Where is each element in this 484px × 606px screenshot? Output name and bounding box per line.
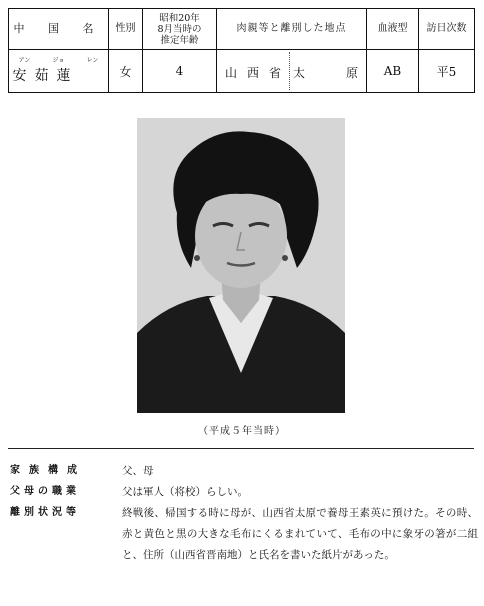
header-sex: 性別 xyxy=(109,9,143,50)
detail-label-separation: 離別状況等 xyxy=(10,507,80,518)
detail-label-family: 家族構成 xyxy=(10,465,86,476)
cell-separation-place xyxy=(217,50,367,93)
cell-chinese-name xyxy=(9,50,109,93)
detail-row-parents-occupation xyxy=(10,482,480,503)
ruby-2: ジョ xyxy=(52,56,65,64)
place-city-second-char: 原 xyxy=(345,66,358,80)
detail-value-parents-occupation: 父は軍人（将校）らしい。 xyxy=(122,486,248,498)
cell-blood-type: AB xyxy=(367,50,419,93)
place-city-first-char: 太 xyxy=(293,66,306,80)
header-chinese-name: 中 国 名 xyxy=(9,9,109,50)
cell-sex: 女 xyxy=(109,50,143,93)
cell-estimated-age: 4 xyxy=(143,50,217,93)
header-blood-type: 血液型 xyxy=(367,9,419,50)
detail-row-separation xyxy=(10,503,480,566)
detail-row-family xyxy=(10,461,480,482)
detail-value-family: 父、母 xyxy=(122,465,154,477)
ruby-3: レン xyxy=(86,56,99,64)
header-separation-place: 肉親等と離別した地点 xyxy=(217,9,367,50)
chinese-name-value: 安茹蓮 xyxy=(12,67,79,84)
cell-visit-count: 平5 xyxy=(419,50,475,93)
photo-caption: （平成５年当時） xyxy=(198,426,286,437)
details-section xyxy=(10,461,480,566)
ruby-1: アン xyxy=(18,56,31,64)
portrait-photo xyxy=(137,118,345,413)
header-age-line1: 昭和20年 xyxy=(159,12,200,24)
header-estimated-age xyxy=(143,9,217,50)
place-province: 山西省 xyxy=(225,66,292,80)
section-divider xyxy=(8,448,474,449)
place-divider xyxy=(289,52,290,90)
record-header-table xyxy=(8,8,475,93)
name-with-ruby xyxy=(11,55,107,85)
detail-value-separation: 終戦後、帰国する時に母が、山西省太原で養母王素英に預けた。その時、赤と黄色と黒の大きな毛布にくるまれていて、毛布の中に象牙の箸が二組と、住所（山西省晋南地）と氏名を書いた紙片があった。 xyxy=(122,507,478,561)
detail-label-parents-occupation: 父母の職業 xyxy=(10,486,80,497)
portrait-illustration xyxy=(137,118,345,413)
header-age-line2: 8月当時の xyxy=(157,23,202,35)
header-age-line3: 推定年齢 xyxy=(160,34,199,46)
header-visit-count: 訪日次数 xyxy=(419,9,475,50)
